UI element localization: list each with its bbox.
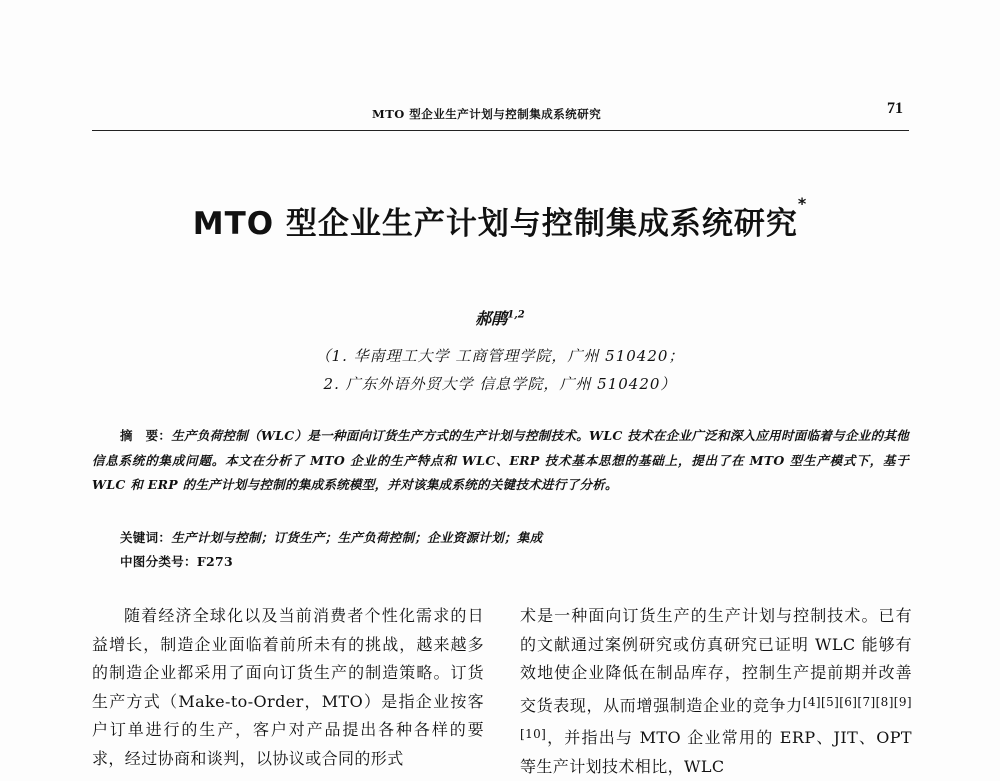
article-title [0, 194, 1000, 243]
author-affiliation-mark: 1,2 [507, 309, 525, 321]
keywords [120, 528, 542, 546]
affiliation-2: 2. 广东外语外贸大学 信息学院，广州 510420） [323, 375, 677, 393]
body-left-column [92, 602, 484, 773]
abstract [92, 424, 909, 498]
author [0, 306, 1000, 329]
classification-label: 中图分类号： [120, 554, 197, 569]
running-header [92, 98, 909, 131]
keywords-text: 生产计划与控制；订货生产；生产负荷控制；企业资源计划；集成 [171, 530, 543, 545]
classification-number [120, 552, 233, 570]
author-name: 郝鹃 [475, 309, 508, 328]
body-paragraph: 随着经济全球化以及当前消费者个性化需求的日益增长，制造企业面临着前所未有的挑战，越来越多的制造企业都采用了面向订货生产的制造策略。订货生产方式（Make-to-Order，MTO）是指企业按客户订单进行的生产，客户对产品提出各种各样的要求，经过协商和谈判，以协议或合同的形式 [92, 606, 484, 768]
keywords-label: 关键词： [120, 530, 172, 545]
page-number: 71 [887, 100, 903, 117]
body-text-part1: 术是一种面向订货生产的生产计划与控制技术。已有的文献通过案例研究或仿真研究已证明 WLC 能够有效地使企业降低在制品库存，控制生产提前期并改善交货表现，从而增强制造企业的竞争力 [520, 606, 912, 715]
abstract-label: 摘 要： [120, 428, 172, 443]
article-title-text: MTO 型企业生产计划与控制集成系统研究 [192, 206, 798, 242]
abstract-text: 生产负荷控制（WLC）是一种面向订货生产方式的生产计划与控制技术。WLC 技术在企业广泛和深入应用时面临着与企业的其他信息系统的集成问题。本文在分析了 MTO 企业的生产特点和 WLC、ERP 技术基本思想的基础上，提出了在 MTO 型生产模式下，基于 WLC 和 ERP 的生产计划与控制的集成系统模型，并对该集成系统的关键技术进行了分析。 [92, 428, 909, 492]
running-title: MTO 型企业生产计划与控制集成系统研究 [372, 107, 602, 121]
affiliation-1: （1. 华南理工大学 工商管理学院，广州 510420； [315, 347, 685, 365]
body-paragraph-continued [520, 602, 912, 781]
classification-text: F273 [196, 554, 233, 569]
title-footnote-mark: * [797, 194, 808, 213]
body-text-part2: ，并指出与 MTO 企业常用的 ERP、JIT、OPT 等生产计划技术相比，WLC [520, 728, 912, 776]
citation-refs: [4][5][6][7][8][9][10] [520, 694, 912, 741]
body-right-column [520, 602, 912, 781]
